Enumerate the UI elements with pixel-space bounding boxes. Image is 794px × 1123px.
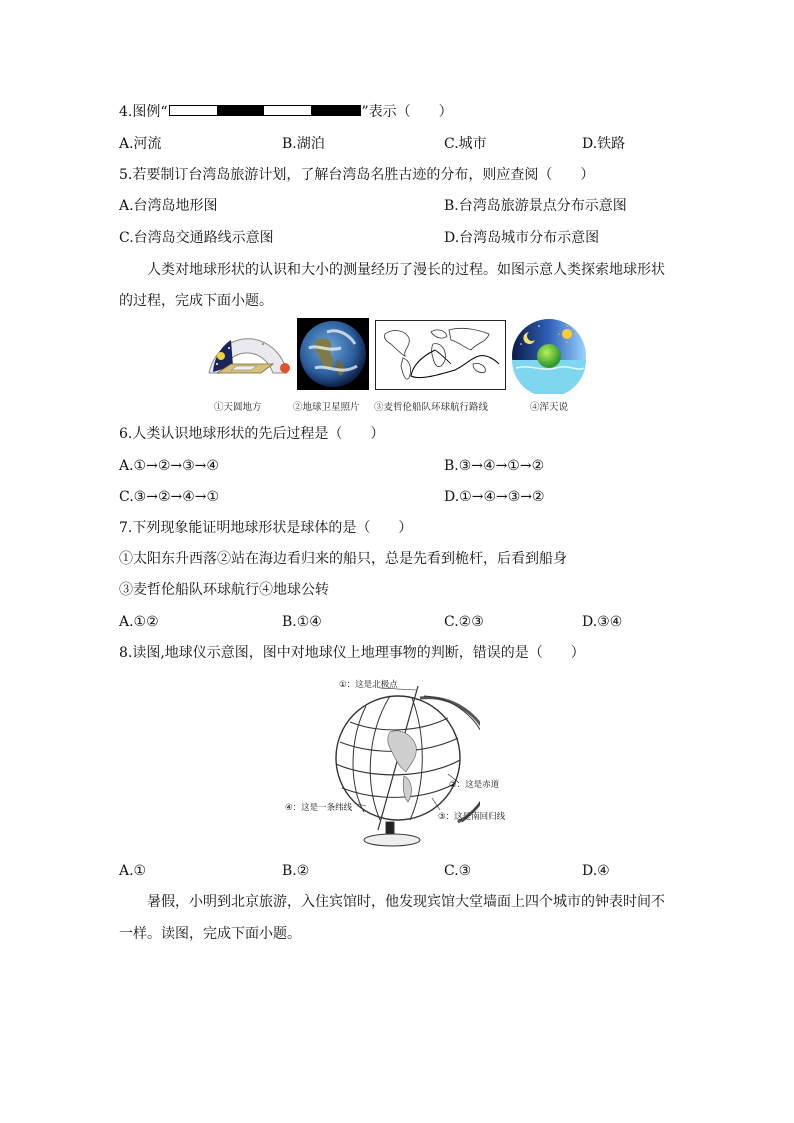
question-4-stem — [119, 102, 453, 122]
question-4-stem-end: ”表示（ ） — [361, 104, 453, 120]
globe-label-4: ④：这是一条纬线 — [285, 803, 353, 813]
q5-option-a[interactable]: A.台湾岛地形图 — [119, 198, 218, 214]
figure-caption-2: ②地球卫星照片 — [293, 402, 360, 413]
q4-option-c[interactable]: C.城市 — [444, 136, 487, 152]
heaven-round-earth-square-image — [203, 318, 291, 388]
question-6-stem: 6.人类认识地球形状的先后过程是（ ） — [119, 426, 385, 442]
q4-option-b[interactable]: B.湖泊 — [282, 136, 325, 152]
globe-label-1: ①：这是北极点 — [339, 680, 398, 690]
q8-option-c[interactable]: C.③ — [444, 863, 472, 879]
earth-satellite-photo-image — [297, 318, 369, 390]
q5-option-c[interactable]: C.台湾岛交通路线示意图 — [119, 230, 274, 246]
intro-paragraph-1-line-1: 人类对地球形状的认识和大小的测量经历了漫长的过程。如图示意人类探索地球形状 — [147, 262, 665, 278]
celestial-sphere-theory-image — [511, 318, 587, 394]
question-7-statements-line-2: ③麦哲伦船队环球航行④地球公转 — [119, 582, 329, 598]
figure-caption-4: ④浑天说 — [530, 402, 569, 413]
globe-label-2: ②：这是赤道 — [449, 780, 500, 790]
question-4-stem-start: 4.图例“ — [119, 104, 168, 120]
q7-option-a[interactable]: A.①② — [119, 614, 159, 630]
q6-option-d[interactable]: D.①→④→③→② — [444, 489, 545, 505]
q4-option-a[interactable]: A.河流 — [119, 136, 162, 152]
q6-option-a[interactable]: A.①→②→③→④ — [119, 458, 219, 474]
intro-paragraph-1-line-2: 的过程，完成下面小题。 — [119, 293, 273, 309]
globe-diagram — [320, 672, 480, 852]
q6-option-c[interactable]: C.③→②→④→① — [119, 489, 220, 505]
q7-option-c[interactable]: C.②③ — [444, 614, 484, 630]
figure-caption-3: ③麦哲伦船队环球航行路线 — [374, 402, 489, 413]
intro-paragraph-2-line-2: 一样。读图，完成下面小题。 — [119, 926, 301, 942]
railway-legend-symbol — [169, 105, 361, 116]
q7-option-b[interactable]: B.①④ — [282, 614, 322, 630]
q5-option-d[interactable]: D.台湾岛城市分布示意图 — [444, 230, 600, 246]
q8-option-d[interactable]: D.④ — [582, 863, 610, 879]
question-8-stem: 8.读图,地球仪示意图，图中对地球仪上地理事物的判断，错误的是（ ） — [119, 645, 585, 661]
q8-option-b[interactable]: B.② — [282, 863, 310, 879]
question-7-statements-line-1: ①太阳东升西落②站在海边看归来的船只，总是先看到桅杆，后看到船身 — [119, 551, 567, 567]
figure-caption-1: ①天圆地方 — [214, 402, 262, 413]
q4-option-d[interactable]: D.铁路 — [582, 136, 626, 152]
magellan-voyage-route-map-image — [375, 320, 506, 390]
question-5-stem: 5.若要制订台湾岛旅游计划，了解台湾岛名胜古迹的分布，则应查阅（ ） — [119, 167, 595, 183]
q5-option-b[interactable]: B.台湾岛旅游景点分布示意图 — [444, 198, 627, 214]
q7-option-d[interactable]: D.③④ — [582, 614, 623, 630]
intro-paragraph-2-line-1: 暑假，小明到北京旅游，入住宾馆时，他发现宾馆大堂墙面上四个城市的钟表时间不 — [147, 894, 665, 910]
question-7-stem: 7.下列现象能证明地球形状是球体的是（ ） — [119, 520, 413, 536]
q6-option-b[interactable]: B.③→④→①→② — [444, 458, 545, 474]
globe-label-3: ③：这是南回归线 — [438, 812, 506, 822]
q8-option-a[interactable]: A.① — [119, 863, 147, 879]
